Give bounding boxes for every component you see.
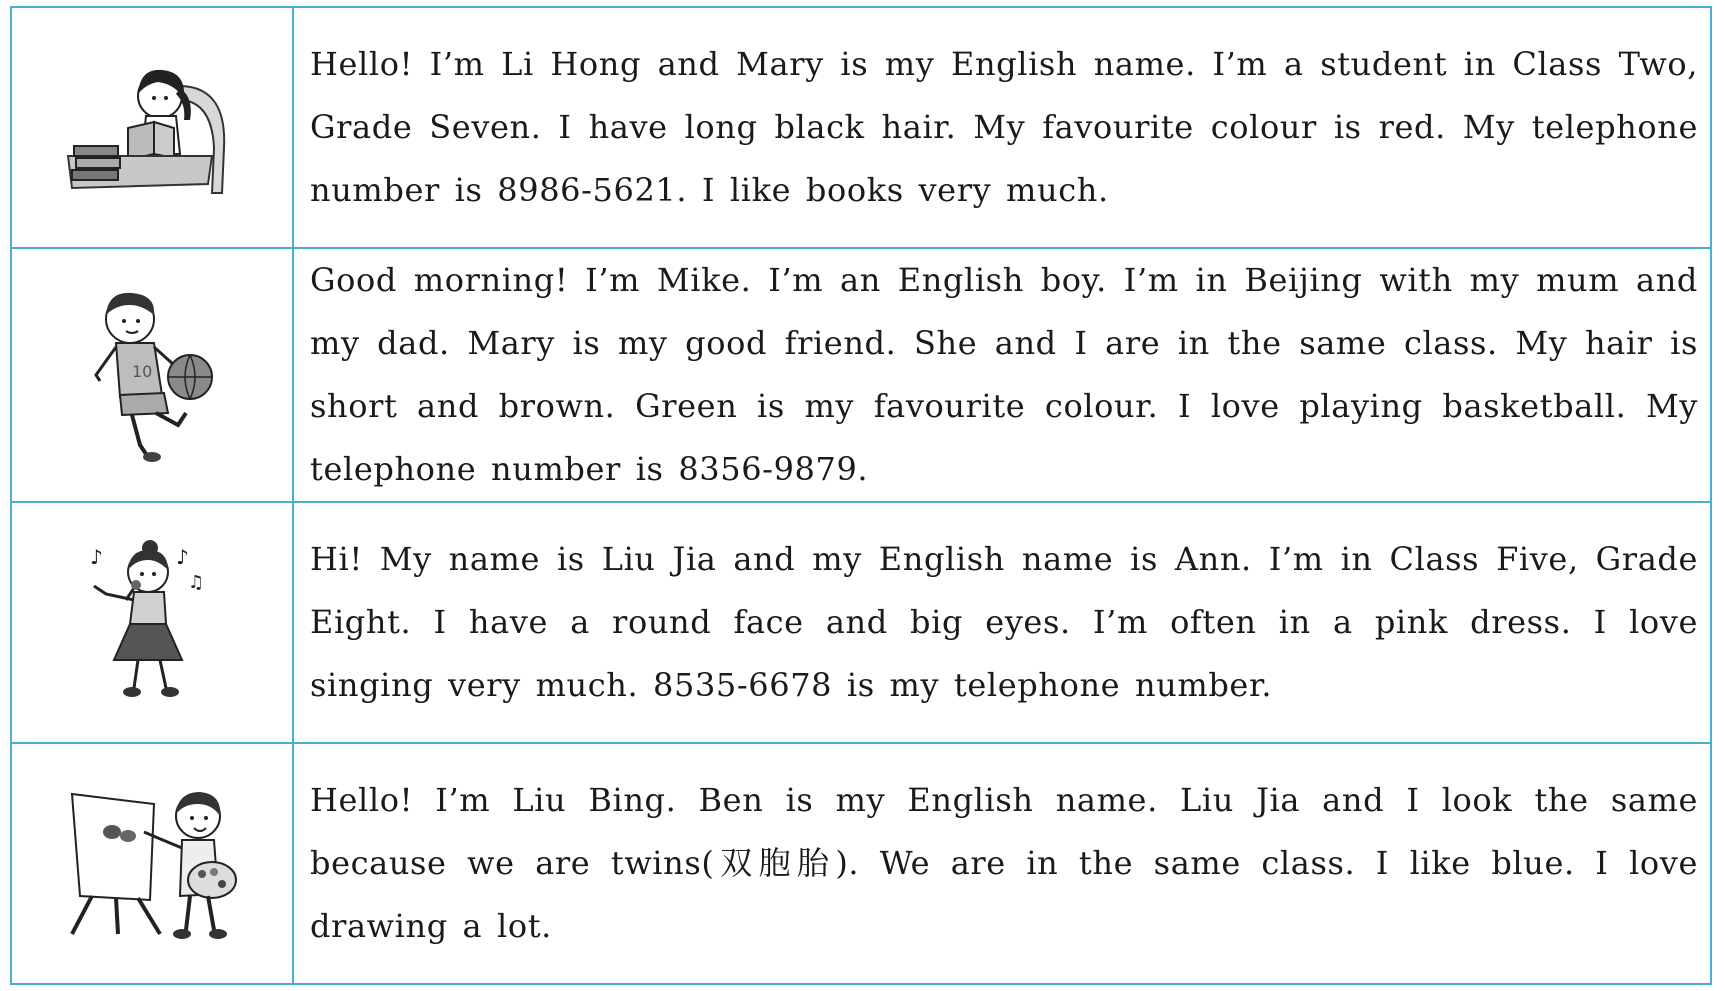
svg-text:♪: ♪ [90, 544, 103, 569]
profile-row-liu-jia [12, 503, 1710, 744]
boy-painting-icon [62, 784, 242, 944]
svg-text:♫: ♫ [188, 571, 205, 593]
illustration-cell [12, 744, 294, 983]
profile-row-liu-bing [12, 744, 1710, 983]
profile-row-mike [12, 249, 1710, 503]
profile-table [10, 6, 1712, 985]
profile-text: Hello! I’m Li Hong and Mary is my English name. I’m a student in Class Two, Grade Seven. I have long black hair. My favourite colour is red. My telephone number is 8986-5621. I like books very much. [310, 45, 1698, 209]
illustration-cell [12, 249, 294, 501]
profile-text: Hi! My name is Liu Jia and my English name is Ann. I’m in Class Five, Grade Eight. I have a round face and big eyes. I’m often in a pink dress. I love singing very much. 8535-6678 is my telephone number. [310, 540, 1698, 704]
description-cell [294, 8, 1710, 247]
boy-basketball-icon [82, 285, 222, 465]
illustration-cell [12, 503, 294, 742]
profile-row-li-hong [12, 8, 1710, 249]
description-cell [294, 744, 1710, 983]
illustration-cell [12, 8, 294, 247]
description-cell [294, 249, 1710, 501]
profile-text: Hello! I’m Liu Bing. Ben is my English name. Liu Jia and I look the same because we are twins(双胞胎). We are in the same class. I like blue. I love drawing a lot. [310, 781, 1698, 945]
profile-text: Good morning! I’m Mike. I’m an English boy. I’m in Beijing with my mum and my dad. Mary is my good friend. She and I are in the same class. My hair is short and brown. Green is my favourite colour. I love playing basketball. My telephone number is 8356-9879. [310, 261, 1698, 488]
svg-text:10: 10 [132, 362, 153, 381]
svg-text:♪: ♪ [176, 544, 189, 569]
girl-reading-icon [62, 58, 242, 198]
girl-singing-icon [82, 538, 222, 708]
description-cell [294, 503, 1710, 742]
